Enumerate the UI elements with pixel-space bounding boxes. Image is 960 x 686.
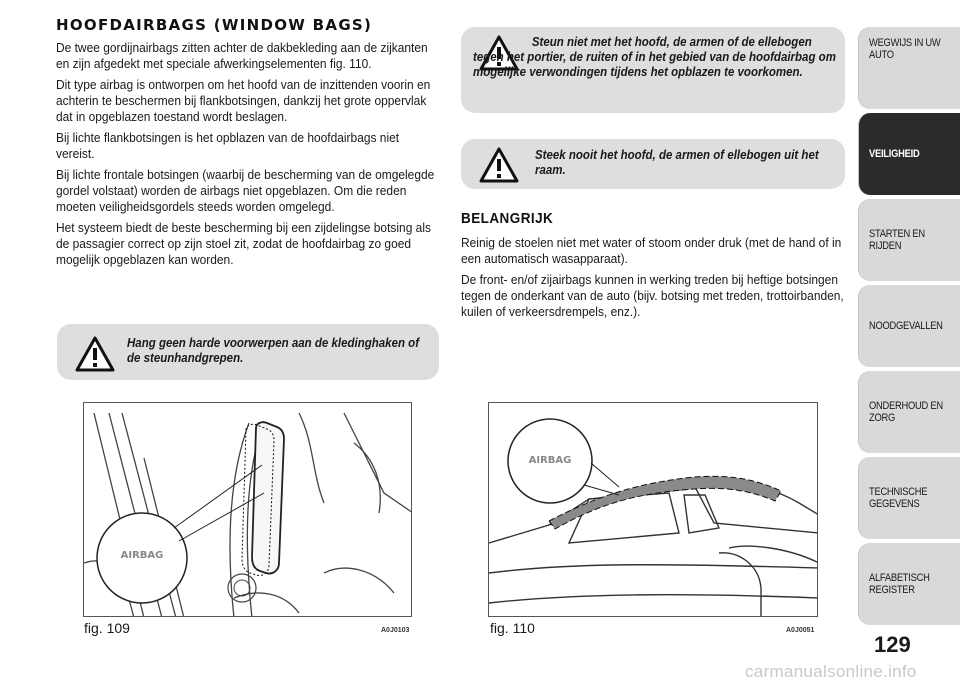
tab-onderhoud[interactable]	[858, 371, 960, 453]
watermark: carmanualsonline.info	[745, 662, 917, 681]
paragraph: Bij lichte flankbotsingen is het opblazen van de hoofdairbags niet vereist.	[56, 130, 400, 161]
warning-text: Steek nooit het hoofd, de armen of ellebogen uit het raam.	[535, 148, 819, 177]
figure-109-caption: fig. 109	[84, 620, 130, 636]
paragraph: Het systeem biedt de beste bescherming bij een zijdelingse botsing als de passagier correct op zijn stoel zit, zodat de hoofdairbag zo goed mogelijk opgeblazen kan worden.	[56, 220, 431, 267]
airbag-label: AIRBAG	[528, 455, 572, 466]
car-side-illustration	[489, 403, 818, 617]
tab-register[interactable]	[858, 543, 960, 625]
warning-box-coat-hooks	[57, 324, 439, 380]
tab-label: TECHNISCHE GEGEVENS	[869, 486, 928, 510]
paragraph: Reinig de stoelen niet met water of stoom onder druk (met de hand of in een automatisch wasapparaat).	[461, 235, 842, 266]
warning-box-lean	[461, 27, 845, 113]
tab-label: ONDERHOUD EN ZORG	[869, 400, 943, 424]
tab-veiligheid[interactable]	[858, 113, 960, 195]
paragraph: Dit type airbag is ontworpen om het hoofd van de inzittenden voorin en achterin te beschermen bij flankbotsingen, dankzij het grote oppervlak dat in opgeblazen toestand wordt beslagen.	[56, 77, 431, 124]
section-title: HOOFDAIRBAGS (WINDOW BAGS)	[56, 16, 373, 34]
warning-triangle-icon	[75, 336, 115, 372]
tab-wegwijs[interactable]	[858, 27, 960, 109]
tab-label: VEILIGHEID	[869, 148, 920, 160]
tab-label: ALFABETISCH REGISTER	[869, 572, 930, 596]
page-number: 129	[874, 632, 911, 657]
figure-109-code: A0J0103	[381, 627, 410, 634]
right-column	[461, 210, 845, 325]
figure-110-caption: fig. 110	[490, 620, 535, 636]
tab-label: WEGWIJS IN UW AUTO	[869, 37, 941, 61]
interior-pillar-illustration	[84, 403, 412, 617]
paragraph: De twee gordijnairbags zitten achter de dakbekleding aan de zijkanten en zijn afgedekt met speciale afwerkingselementen fig. 110.	[56, 40, 428, 71]
tab-label: STARTEN EN RIJDEN	[869, 228, 925, 252]
paragraph: De front- en/of zijairbags kunnen in werking treden bij heftige botsingen tegen de onderkant van de auto (bijv. botsing met treden, trottoirbanden, kuilen of verkeersdrempels, enz.).	[461, 272, 844, 319]
paragraph: Bij lichte frontale botsingen (waarbij de bescherming van de omgelegde gordel volstaat) worden de airbags niet opgeblazen. Om die reden moeten veiligheidsgordels steeds worden omgelegd.	[56, 167, 435, 214]
warning-triangle-icon	[479, 147, 519, 183]
left-column	[56, 16, 440, 273]
figure-109-interior-airbag	[83, 402, 412, 617]
figure-110-code: A0J0051	[786, 627, 815, 634]
important-title: BELANGRIJK	[461, 210, 554, 227]
tab-noodgevallen[interactable]	[858, 285, 960, 367]
airbag-label: AIRBAG	[120, 550, 164, 561]
warning-text: Steun niet met het hoofd, de armen of de ellebogen tegen het portier, de ruiten of in het gebied van de hoofdairbag om mogelijke verwondingen tijdens het opblazen te voorkomen.	[473, 35, 836, 79]
tab-starten[interactable]	[858, 199, 960, 281]
figure-110-car-side	[488, 402, 818, 617]
warning-text: Hang geen harde voorwerpen aan de kledinghaken of de steunhandgrepen.	[127, 336, 420, 365]
warning-box-head-out	[461, 139, 845, 189]
tab-technische[interactable]	[858, 457, 960, 539]
tab-label: NOODGEVALLEN	[869, 320, 943, 332]
